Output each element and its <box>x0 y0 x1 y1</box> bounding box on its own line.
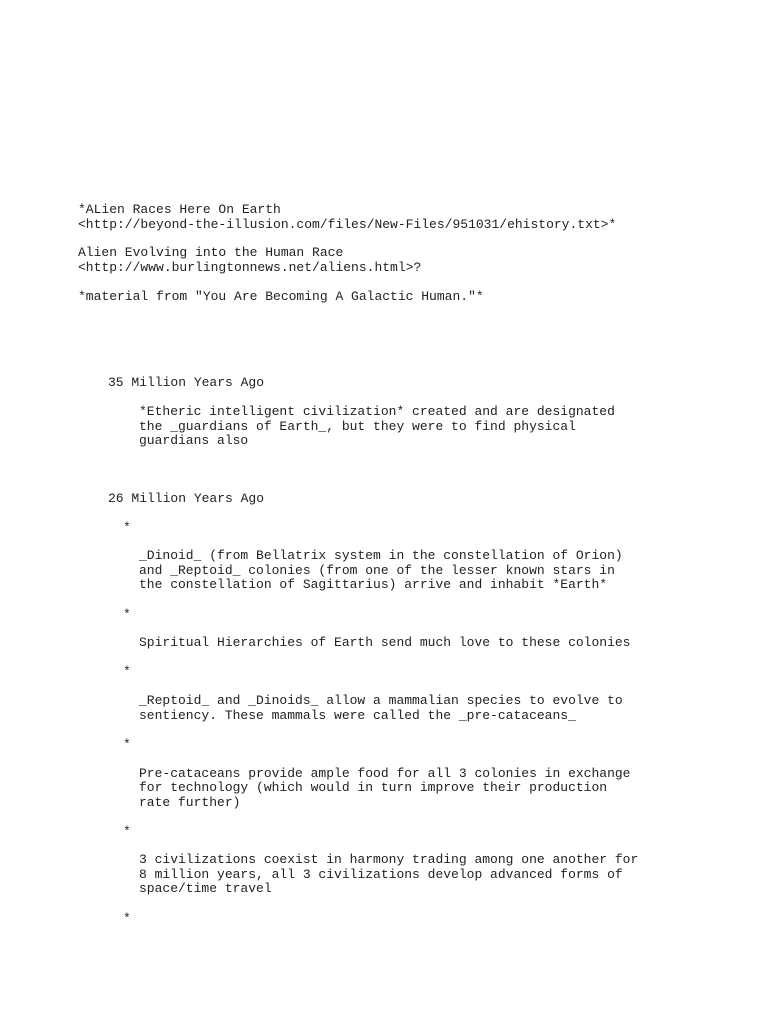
list-item-line: _Dinoid_ (from Bellatrix system in the constellation of Orion) <box>139 548 623 563</box>
section-heading-26-million: 26 Million Years Ago <box>108 491 265 506</box>
section-1-paragraph-line: guardians also <box>139 433 249 448</box>
list-bullet: * <box>123 737 131 752</box>
list-item-line: space/time travel <box>139 881 272 896</box>
list-item-line: for technology (which would in turn improve their production <box>139 780 608 795</box>
list-item-line: the constellation of Sagittarius) arrive and inhabit *Earth* <box>139 577 608 592</box>
source-link-2-title[interactable]: Alien Evolving into the Human Race <box>78 245 344 260</box>
list-bullet: * <box>123 607 131 622</box>
list-bullet: * <box>123 520 131 535</box>
list-item-line: Spiritual Hierarchies of Earth send much love to these colonies <box>139 635 631 650</box>
list-bullet: * <box>123 911 131 926</box>
source-link-2-url[interactable]: <http://www.burlingtonnews.net/aliens.html>? <box>78 260 422 275</box>
source-link-1-url[interactable]: <http://beyond-the-illusion.com/files/New-Files/951031/ehistory.txt>* <box>78 217 617 232</box>
section-heading-35-million: 35 Million Years Ago <box>108 375 265 390</box>
section-1-paragraph-line: *Etheric intelligent civilization* created and are designated <box>139 404 615 419</box>
list-item-line: 3 civilizations coexist in harmony trading among one another for <box>139 852 639 867</box>
list-item-line: and _Reptoid_ colonies (from one of the lesser known stars in <box>139 563 615 578</box>
list-bullet: * <box>123 824 131 839</box>
list-item-line: rate further) <box>139 795 241 810</box>
list-item-line: 8 million years, all 3 civilizations develop advanced forms of <box>139 867 623 882</box>
list-item-line: _Reptoid_ and _Dinoids_ allow a mammalian species to evolve to <box>139 693 623 708</box>
list-bullet: * <box>123 664 131 679</box>
source-link-1-title[interactable]: *ALien Races Here On Earth <box>78 202 281 217</box>
list-item-line: Pre-cataceans provide ample food for all 3 colonies in exchange <box>139 766 631 781</box>
list-item-line: sentiency. These mammals were called the _pre-cataceans_ <box>139 708 576 723</box>
source-note: *material from "You Are Becoming A Galactic Human."* <box>78 289 484 304</box>
section-1-paragraph-line: the _guardians of Earth_, but they were to find physical <box>139 419 576 434</box>
